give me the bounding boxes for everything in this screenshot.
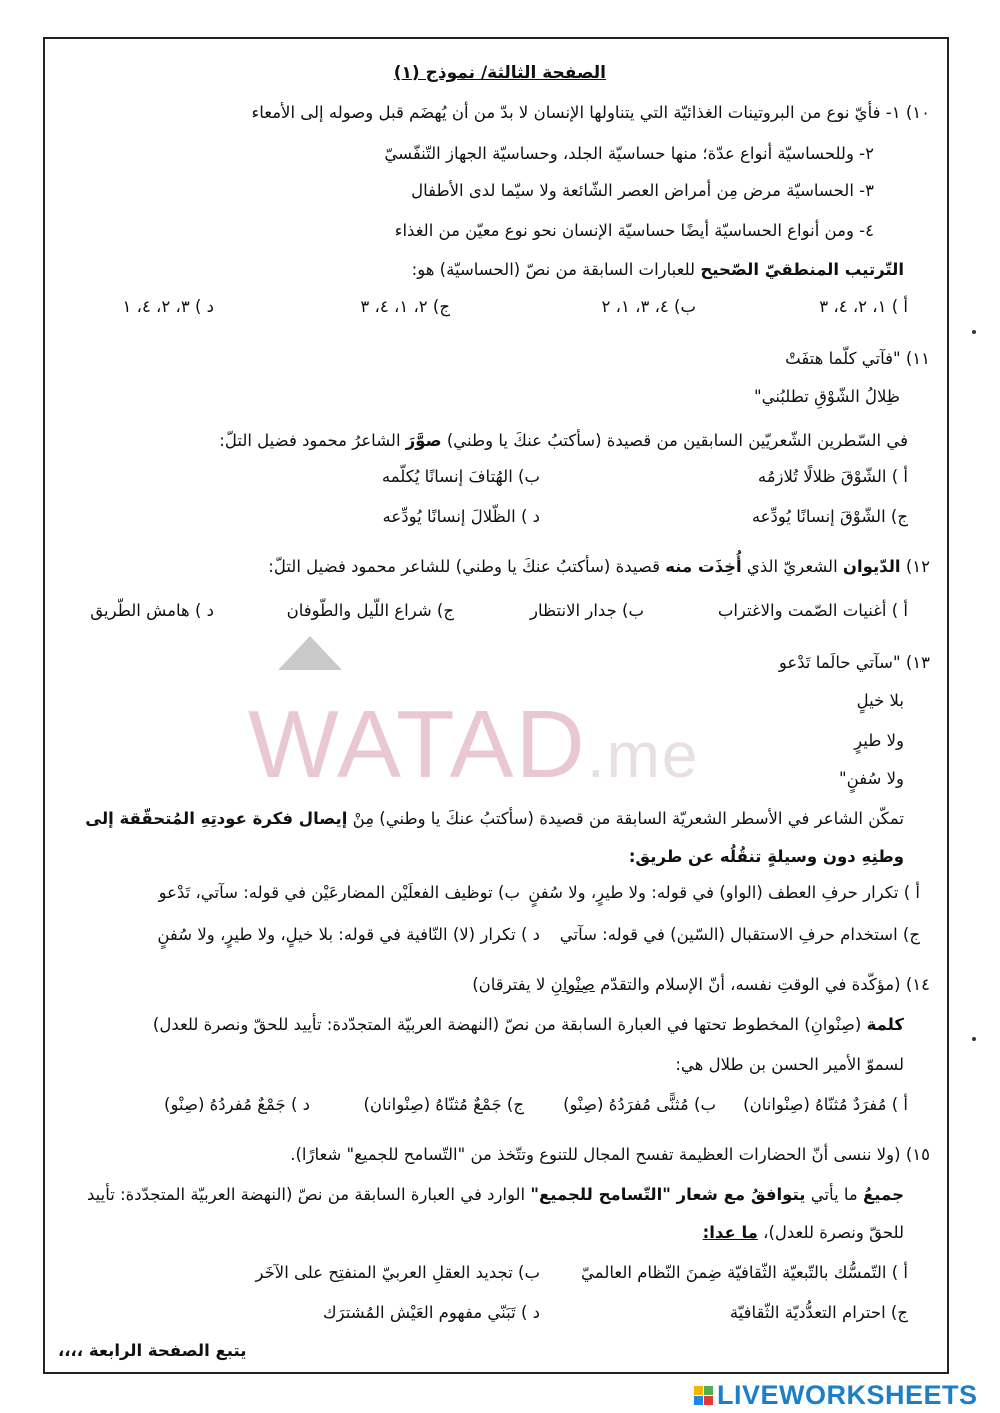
- q13-option-b[interactable]: ب) توظيف الفعلَيْن المضارعَيْن في قوله: سآتي، تَدْعو: [158, 883, 520, 902]
- q10-sentence-3: ٣- الحساسيّة مرض مِن أمراض العصر الشّائعة ولا سيّما لدى الأطفال: [411, 181, 874, 200]
- q10-stem: [412, 259, 904, 281]
- q13-verse-3: ولا طيرٍ: [854, 731, 904, 750]
- q12-stem-bold-2: أُخِذَت منه: [665, 557, 742, 576]
- q12-stem-post: قصيدة (سأكتبُ عنكَ يا وطني) للشاعر محمود فضيل التلّ:: [268, 557, 666, 576]
- q14-stem-2: لسموّ الأمير الحسن بن طلال هي:: [675, 1055, 904, 1074]
- q15-stem-bold-2: يتوافقُ مع شعار "التّسامح للجميع": [530, 1185, 806, 1204]
- q13-stem-bold: إيصال فكرة عودتِهِ المُتحقّقة إلى: [85, 809, 348, 828]
- q11-stem: [219, 430, 908, 452]
- logo-squares-icon: [694, 1386, 713, 1405]
- q11-stem-post: الشاعرُ محمود فضيل التلّ:: [219, 431, 406, 450]
- q15-option-b[interactable]: ب) تجديد العقلِ العربيّ المنفتِح على الآخَر: [255, 1263, 540, 1282]
- q10-option-a[interactable]: أ ) ١، ٢، ٤، ٣: [819, 297, 908, 316]
- liveworksheets-logo[interactable]: [694, 1382, 978, 1408]
- q14-stem-rest: (صِنْوانِ) المخطوط تحتها في العبارة السابقة من نصّ (النهضة العربيّة المتجدّدة: تأييد للحقّ ونصرة للعدل): [152, 1015, 867, 1034]
- q15-stem-2-pre: للحقّ ونصرة للعدل)،: [757, 1223, 904, 1242]
- watermark-text: WATAD: [248, 691, 587, 798]
- q13-stem-1: [85, 808, 904, 830]
- q13-stem-pre: تمكّن الشاعر في الأسطر الشعريّة السابقة من قصيدة (سأكتبُ عنكَ يا وطني) مِنْ: [347, 809, 904, 828]
- q13-stem-2: وطنِهِ دون وسيلةٍ تنقُلُه عن طريق:: [628, 847, 904, 866]
- watermark-triangle: [278, 636, 342, 670]
- q10-sentence-2: ٢- وللحساسيّة أنواع عدّة؛ منها حساسيّة الجلد، وحساسيّة الجهاز التّنفّسيّ: [384, 144, 874, 163]
- q13-option-a[interactable]: أ ) تكرار حرفِ العطف (الواو) في قوله: ولا طيرٍ، ولا سُفنٍ: [528, 883, 920, 902]
- q11-stem-bold: صوَّرَ: [405, 431, 442, 450]
- q15-stem-bold-1: جميعُ: [863, 1185, 904, 1204]
- q13-option-d[interactable]: د ) تكرار (لا) النّافية في قوله: بلا خيلٍ، ولا طيرٍ، ولا سُفنٍ: [157, 925, 540, 944]
- q14-option-c[interactable]: ج) جَمْعٌ مُثنّاهُ (صِنْوانان): [363, 1095, 524, 1114]
- q11-verse-2: ظِلالُ الشّوْقِ تطلبُني": [753, 387, 900, 406]
- q11-stem-pre: في السّطرين الشّعريّين السابقين من قصيدة (سأكتبُ عنكَ يا وطني): [441, 431, 908, 450]
- page-title: الصفحة الثالثة/ نموذج (١): [393, 63, 606, 83]
- watermark: [248, 690, 700, 810]
- q15-stem-2: [703, 1222, 904, 1244]
- q15-stem-mid: ما يأتي: [805, 1185, 864, 1204]
- q14-option-d[interactable]: د ) جَمْعٌ مُفردُهُ (صِنْو): [164, 1095, 310, 1114]
- q15-option-a[interactable]: أ ) التّمسُّك بالتّبعيّة الثّقافيّة ضِمنَ النّظام العالميّ: [581, 1263, 908, 1282]
- q12-stem: [268, 556, 930, 578]
- q12-option-a[interactable]: أ ) أغنيات الصّمت والاغتراب: [717, 601, 908, 620]
- q10-sentence-4: ٤- ومن أنواع الحساسيّة أيضًا حساسيّة الإنسان نحو نوع معيّن من الغذاء: [394, 221, 874, 240]
- watermark-suffix: .me: [586, 719, 700, 791]
- q12-stem-mid: الشعريّ الذي: [741, 557, 843, 576]
- q12-option-d[interactable]: د ) هامش الطّريق: [90, 601, 214, 620]
- q11-option-a[interactable]: أ ) الشّوْقَ ظلالًا تُلازمُه: [757, 467, 908, 486]
- q15-except: ما عدا:: [702, 1223, 758, 1242]
- q12-stem-bold-1: الدّيوان: [842, 557, 901, 576]
- q14-option-b[interactable]: ب) مُثنًّى مُفرَدُهُ (صِنْو): [563, 1095, 716, 1114]
- q12-option-b[interactable]: ب) جدار الانتظار: [530, 601, 644, 620]
- margin-dot: [972, 1037, 976, 1041]
- q11-verse-1: ١١) "فآتي كلّما هتفَتْ: [785, 349, 930, 368]
- q11-option-d[interactable]: د ) الظّلالَ إنسانًا يُودِّعه: [382, 507, 540, 526]
- q12-option-c[interactable]: ج) شراع اللّيل والطّوفان: [286, 601, 454, 620]
- q10-option-b[interactable]: ب) ٤، ٣، ١، ٢: [601, 297, 696, 316]
- q10-option-d[interactable]: د ) ٣، ٢، ٤، ١: [122, 297, 214, 316]
- q14-text: [472, 974, 930, 996]
- q10-sentence-1: ١٠) ١- فأيّ نوع من البروتينات الغذائيّة التي يتناولها الإنسان لا بدّ من أن يُهضَم قبل وصوله إلى الأمعاء: [251, 103, 930, 122]
- brand-name: LIVEWORKSHEETS: [717, 1380, 978, 1410]
- q14-option-a[interactable]: أ ) مُفرَدٌ مُثنّاهُ (صِنْوانان): [743, 1095, 908, 1114]
- q14-stem-1: [153, 1014, 904, 1036]
- q14-text-pre: ١٤) (مؤكّدة في الوقتِ نفسه، أنّ الإسلام والتقدّم: [594, 975, 930, 994]
- q15-option-d[interactable]: د ) تَبَنّي مفهوم العَيْش المُشترَك: [323, 1303, 540, 1322]
- q14-stem-bold: كلمة: [866, 1015, 904, 1034]
- q13-verse-2: بلا خيلٍ: [856, 691, 904, 710]
- q10-stem-bold: التّرتيب المنطقيّ الصّحيح: [700, 260, 904, 279]
- q13-option-c[interactable]: ج) استخدام حرفِ الاستقبال (السّين) في قوله: سآتي: [559, 925, 920, 944]
- q11-option-b[interactable]: ب) الهُتافَ إنسانًا يُكلّمه: [381, 467, 540, 486]
- q10-stem-rest: للعبارات السابقة من نصّ (الحساسيّة) هو:: [411, 260, 701, 279]
- q10-option-c[interactable]: ج) ٢، ١، ٤، ٣: [360, 297, 450, 316]
- q13-verse-4: ولا سُفنٍ": [839, 769, 904, 788]
- q14-underlined-word: صِنْوانِ: [550, 975, 595, 994]
- q15-stem-rest: الوارد في العبارة السابقة من نصّ (النهضة العربيّة المتجدّدة: تأييد: [86, 1185, 531, 1204]
- continue-note: يتبع الصفحة الرابعة ،،،،: [58, 1341, 247, 1360]
- margin-dot: [972, 330, 976, 334]
- q15-text: ١٥) (ولا ننسى أنّ الحضارات العظيمة تفسح المجال للتنوع وتتّخذ من "التّسامح للجميع" شعارًا).: [290, 1145, 930, 1164]
- q12-stem-pre: ١٢): [900, 557, 930, 576]
- q13-verse-1: ١٣) "سآتي حالَما تَدْعو: [778, 653, 930, 672]
- q15-stem-1: [87, 1184, 904, 1206]
- q15-option-c[interactable]: ج) احترام التعدُّديّة الثّقافيّة: [729, 1303, 908, 1322]
- q11-option-c[interactable]: ج) الشّوْقَ إنسانًا يُودِّعه: [751, 507, 908, 526]
- q14-text-post: لا يفترقان): [472, 975, 551, 994]
